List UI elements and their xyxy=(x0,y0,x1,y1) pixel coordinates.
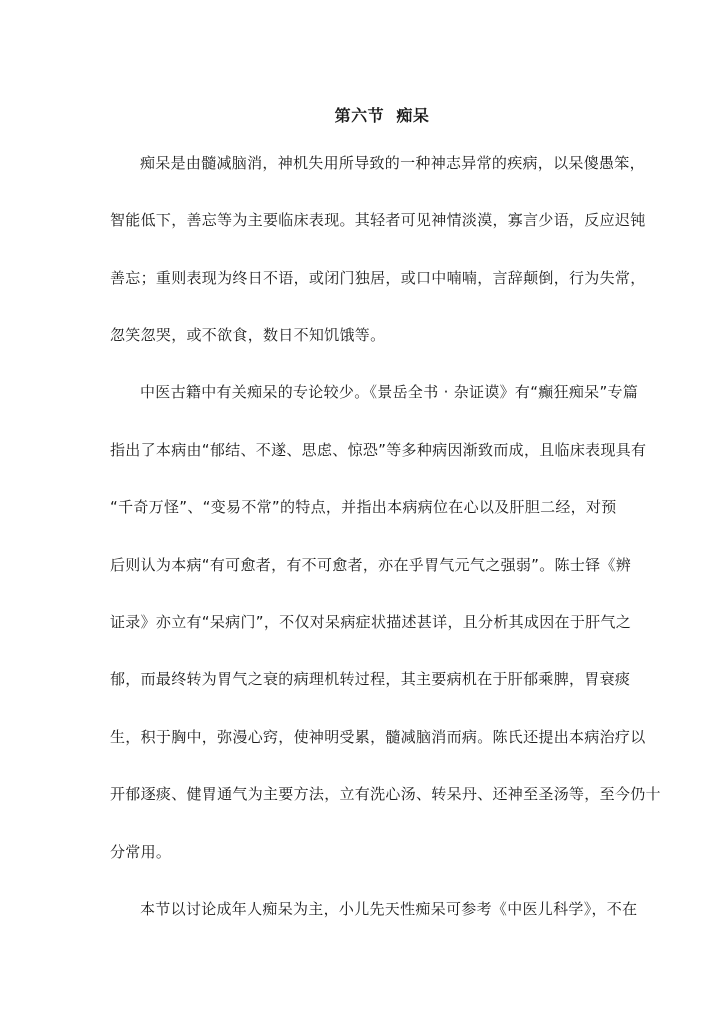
paragraph-line: 善忘；重则表现为终日不语，或闭门独居，或口中喃喃，言辞颠倒，行为失常， xyxy=(110,269,646,287)
paragraph-line: “千奇万怪”、“变易不常”的特点，并指出本病病位在心以及肝胆二经，对预 xyxy=(110,498,617,516)
paragraph-line: 后则认为本病“有可愈者，有不可愈者，亦在乎胃气元气之强弱”。陈士铎《辨 xyxy=(110,556,632,574)
paragraph-line: 证录》亦立有“呆病门”，不仅对呆病症状描述甚详，且分析其成因在于肝气之 xyxy=(110,613,632,631)
paragraph-line: 分常用。 xyxy=(110,843,172,861)
paragraph-line: 生，积于胸中，弥漫心窍，使神明受累，髓减脑消而病。陈氏还提出本病治疗以 xyxy=(110,728,646,746)
paragraph-line: 郁，而最终转为胃气之衰的病理机转过程，其主要病机在于肝郁乘脾，胃衰痰 xyxy=(110,670,631,688)
paragraph-line: 指出了本病由“郁结、不遂、思虑、惊恐”等多种病因渐致而成，且临床表现具有 xyxy=(110,441,647,459)
paragraph-line: 忽笑忽哭，或不欲食，数日不知饥饿等。 xyxy=(110,326,386,344)
paragraph-line: 痴呆是由髓减脑消，神机失用所导致的一种神志异常的疾病，以呆傻愚笨， xyxy=(140,154,645,172)
paragraph-line: 开郁逐痰、健胃通气为主要方法，立有洗心汤、转呆丹、还神至圣汤等，至今仍十 xyxy=(110,785,661,803)
paragraph-line: 本节以讨论成年人痴呆为主，小儿先天性痴呆可参考《中医儿科学》，不在 xyxy=(140,900,638,918)
paragraph-line: 中医古籍中有关痴呆的专论较少。《景岳全书 · 杂证谟》有“癫狂痴呆”专篇 xyxy=(140,383,639,401)
section-title: 第六节 痴呆 xyxy=(334,106,430,125)
paragraph-line: 智能低下，善忘等为主要临床表现。其轻者可见神情淡漠，寡言少语，反应迟钝 xyxy=(110,211,646,229)
